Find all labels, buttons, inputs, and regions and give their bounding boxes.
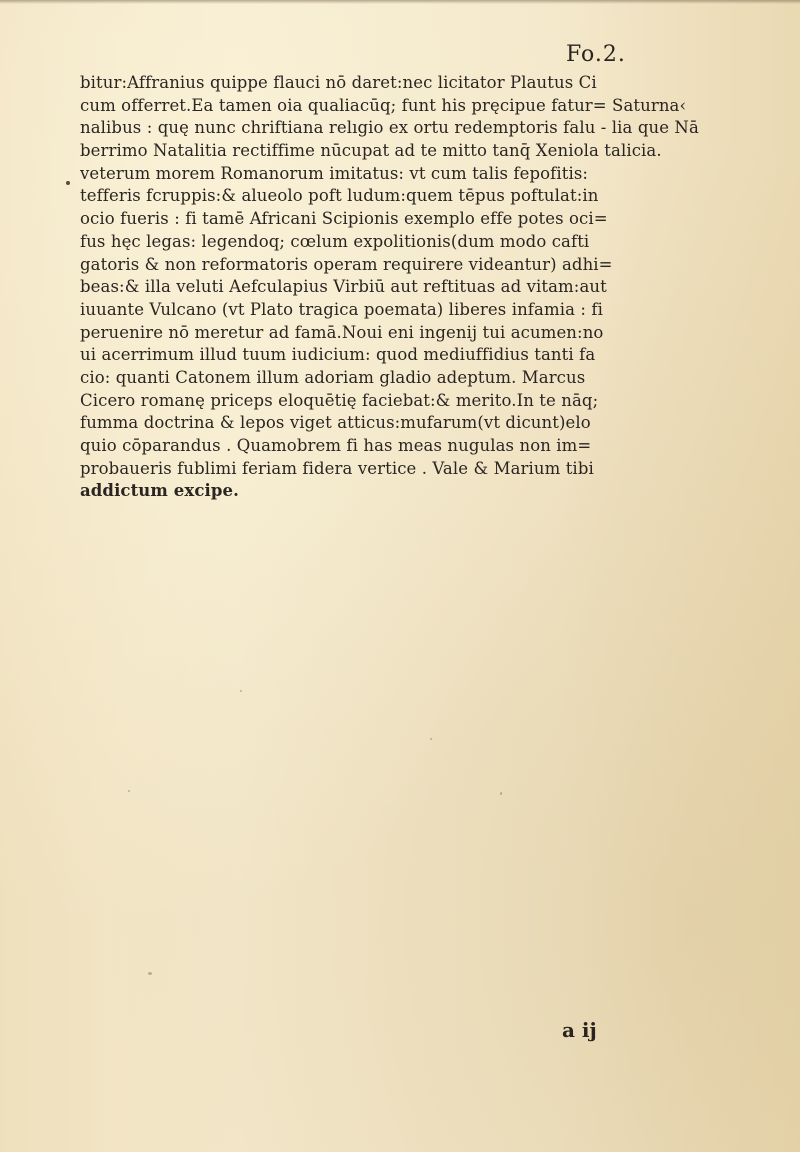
text-line: cum offerret.Ea tamen oia qualiacūq; funt his pręcipue fatur= Saturna‹ bbox=[80, 95, 687, 115]
text-line: iuuante Vulcano (vt Plato tragica poemata) liberes infamia : fi bbox=[80, 299, 603, 319]
text-block bbox=[80, 72, 780, 503]
text-line: nalibus : quę nunc chriftiana relıgio ex ortu redemptoris falu - lia que Nā bbox=[80, 118, 699, 138]
text-line: ui acerrimum illud tuum iudicium: quod mediuffidius tanti fa bbox=[80, 345, 596, 365]
text-line: tefferis fcruppis:& alueolo poft ludum:quem tēpus poftulat:in bbox=[80, 186, 599, 206]
text-line: fumma doctrina & lepos viget atticus:mufarum(vt dicunt)elo bbox=[80, 413, 591, 433]
text-line: addictum excipe. bbox=[80, 481, 239, 501]
text-line: bitur:Affranius quippe flauci nō daret:nec licitator Plautus Ci bbox=[80, 73, 597, 92]
text-line: ocio fueris : fi tamē Africani Scipionis exemplo effe potes oci= bbox=[80, 209, 608, 229]
paper-speck bbox=[128, 790, 130, 792]
folio-number: Fo.2. bbox=[566, 42, 626, 67]
text-line: cio: quanti Catonem illum adoriam gladio adeptum. Marcus bbox=[80, 367, 586, 387]
margin-dot bbox=[66, 181, 70, 185]
paper-speck bbox=[430, 738, 432, 740]
text-line: Cicero romanę priceps eloquētię faciebat:& merito.In te nāq; bbox=[80, 390, 599, 410]
text-line: peruenire nō meretur ad famā.Noui eni ingenij tui acumen:no bbox=[80, 322, 604, 342]
text-line: gatoris & non reformatoris operam requirere videantur) adhi= bbox=[80, 254, 613, 274]
page-top-edge bbox=[0, 0, 800, 4]
text-line: fus hęc legas: legendoq; cœlum expolitionis(dum modo cafti bbox=[80, 231, 590, 251]
text-line: veterum morem Romanorum imitatus: vt cum talis fepofitis: bbox=[80, 163, 589, 183]
text-line: probaueris fublimi feriam fidera vertice . Vale & Marium tibi bbox=[80, 458, 594, 478]
text-line: beas:& illa veluti Aefculapius Virbiū aut reftituas ad vitam:aut bbox=[80, 277, 607, 297]
text-line: berrimo Natalitia rectiffime nūcupat ad te mitto tanq̄ Xeniola talicia. bbox=[80, 141, 662, 161]
text-line: quio cōparandus . Quamobrem fi has meas nugulas non im= bbox=[80, 436, 592, 455]
paper-speck bbox=[240, 690, 242, 692]
signature-mark: a ij bbox=[562, 1018, 597, 1042]
paper-speck bbox=[500, 792, 502, 795]
paper-speck bbox=[148, 972, 152, 975]
